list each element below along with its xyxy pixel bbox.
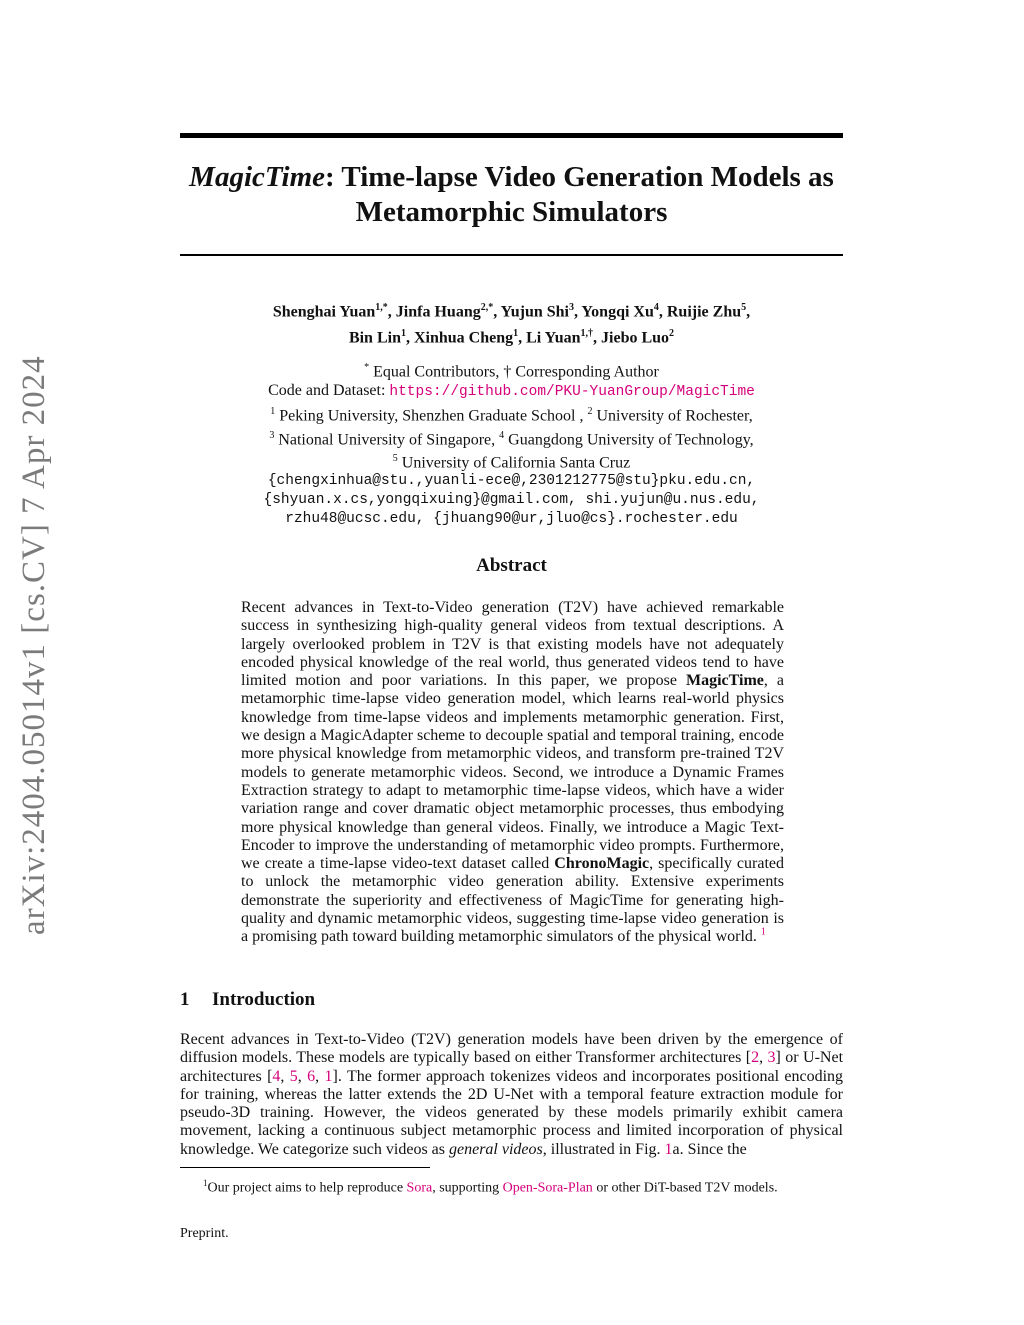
title-line2: Metamorphic Simulators [355,196,668,228]
author-name: Li Yuan [526,329,581,347]
figure-ref-link[interactable]: 1 [664,1140,673,1158]
citation-link[interactable]: 5 [289,1067,298,1085]
open-sora-plan-link[interactable]: Open-Sora-Plan [502,1180,593,1196]
affiliations-block [180,358,843,529]
preprint-label: Preprint. [180,1226,229,1241]
author-name: Shenghai Yuan [272,303,376,321]
citation-link[interactable]: 6 [307,1067,316,1085]
footnote-link[interactable]: 1 [760,927,766,939]
model-name: MagicTime [685,672,764,690]
author-name: Xinhua Cheng [413,329,514,347]
author-name: Jiebo Luo [601,329,670,347]
author-affil-mark: 5 [741,302,747,313]
citation-link[interactable]: 2 [751,1049,760,1067]
contributor-note: * Equal Contributors, † Corresponding Author [364,362,659,381]
author-affil-mark: 2,* [480,302,494,313]
author-name: Bin Lin [348,329,401,347]
title-top-rule [180,133,843,138]
abstract-body: Recent advances in Text-to-Video generation (T2V) have achieved remarkable success in synthesizing high-quality general videos from textual descriptions. A largely overlooked problem in T2V is that existing models have not adequately encoded physical knowledge of the real world, thus generated videos tend to have limited motion and poor variations. In this paper, we propose MagicTime, a metamorphic time-lapse video generation model, which learns real-world physics knowledge from time-lapse videos and implements metamorphic generation. First, we design a MagicAdapter scheme to decouple spatial and temporal training, encode more physical knowledge from metamorphic videos, and transform pre-trained T2V models to generate metamorphic videos. Second, we introduce a Dynamic Frames Extraction strategy to adapt to metamorphic time-lapse videos, which have a wider variation range and cover dramatic object metamorphic processes, thus embodying more physical knowledge than general videos. Finally, we introduce a Magic Text-Encoder to improve the understanding of metamorphic video prompts. Furthermore, we create a time-lapse video-text dataset called ChronoMagic, specifically curated to unlock the metamorphic video generation ability. Extensive experiments demonstrate the superiority and effectiveness of MagicTime for generating high-quality and dynamic metamorphic videos, suggesting time-lapse video generation is a promising path toward building metamorphic simulators of the physical world. $^1$ [241,599,784,946]
paper-title [180,160,843,230]
author-affil-mark: 3 [568,302,574,313]
author-list: Shenghai Yuan$^{1,*}$, Jinfa Huang$^{2,*}$, Yujun Shi$^3$, Yongqi Xu$^4$, Ruijie Zhu$^5$, Bin Lin$^1$, Xinhua Cheng$^1$, Li Yuan$^{1,\dagger}$, Jiebo Luo$^2$ [272,302,751,347]
affiliation-line: $^1$ Peking University, Shenzhen Graduate School , $^2$ University of Rochester, [270,406,753,425]
dataset-name: ChronoMagic [554,855,650,873]
title-italic-part: MagicTime [189,161,325,193]
citation-link[interactable]: 1 [324,1067,333,1085]
author-affil-mark: 1,* [375,302,388,313]
section-title: Introduction [212,989,316,1010]
title-bottom-rule [180,254,843,256]
author-name: Yujun Shi [500,303,569,321]
citation-link[interactable]: 4 [272,1067,281,1085]
author-affil-mark: 2 [669,328,675,340]
author-name: Yongqi Xu [581,303,654,321]
footnote-mark: 1 [203,1178,208,1188]
citation-link[interactable]: 3 [767,1049,776,1067]
author-affil-mark: 1,† [580,328,594,340]
affiliation-line: $^3$ National University of Singapore, $^4$ Guangdong University of Technology, [269,429,754,448]
affiliation-line: $^5$ University of California Santa Cruz [392,452,631,472]
abstract-heading: Abstract [476,555,547,576]
section-number: 1 [180,989,190,1010]
arxiv-identifier-stamp: arXiv:2404.05014v1 [cs.CV] 7 Apr 2024 [16,355,52,935]
introduction-paragraph: Recent advances in Text-to-Video (T2V) generation models have been driven by the emergence of diffusion models. These models are typically based on either Transformer architectures [2, 3] or U-Net architectures [4, 5, 6, 1]. The former approach tokenizes videos and incorporates positional encoding for training, whereas the latter extends the 2D U-Net with a temporal feature extraction module for pseudo-3D training. However, the videos generated by these models primarily exhibit camera movement, lacking a continuous subject metamorphic process and limited incorporation of physical knowledge. We categorize such videos as general videos, illustrated in Fig. 1a. Since the [180,1031,844,1158]
email-line: rzhu48@ucsc.edu, {jhuang90@ur,jluo@cs}.rochester.edu [285,511,738,528]
sora-link[interactable]: Sora [406,1180,433,1196]
title-line1-rest: : Time-lapse Video Generation Models as [325,161,834,193]
code-dataset-link[interactable]: https://github.com/PKU-YuanGroup/MagicTime [389,384,755,401]
email-line: {chengxinhua@stu.,yuanli-ece@,2301212775@stu}pku.edu.cn, [267,473,756,490]
footnote-rule [180,1167,430,1168]
footnote: $^1$Our project aims to help reproduce Sora, supporting Open-Sora-Plan or other DiT-based T2V models. [203,1178,778,1196]
author-affil-mark: 1 [400,328,406,340]
section-heading [180,989,315,1011]
email-line: {shyuan.x.cs,yongqixuing}@gmail.com, shi.yujun@u.nus.edu, [263,492,760,509]
author-affil-mark: 1 [513,328,519,340]
author-name: Ruijie Zhu [666,303,742,321]
code-dataset-line: Code and Dataset: https://github.com/PKU-YuanGroup/MagicTime [268,382,755,401]
author-name: Jinfa Huang [395,303,481,321]
author-affil-mark: 4 [653,302,659,313]
